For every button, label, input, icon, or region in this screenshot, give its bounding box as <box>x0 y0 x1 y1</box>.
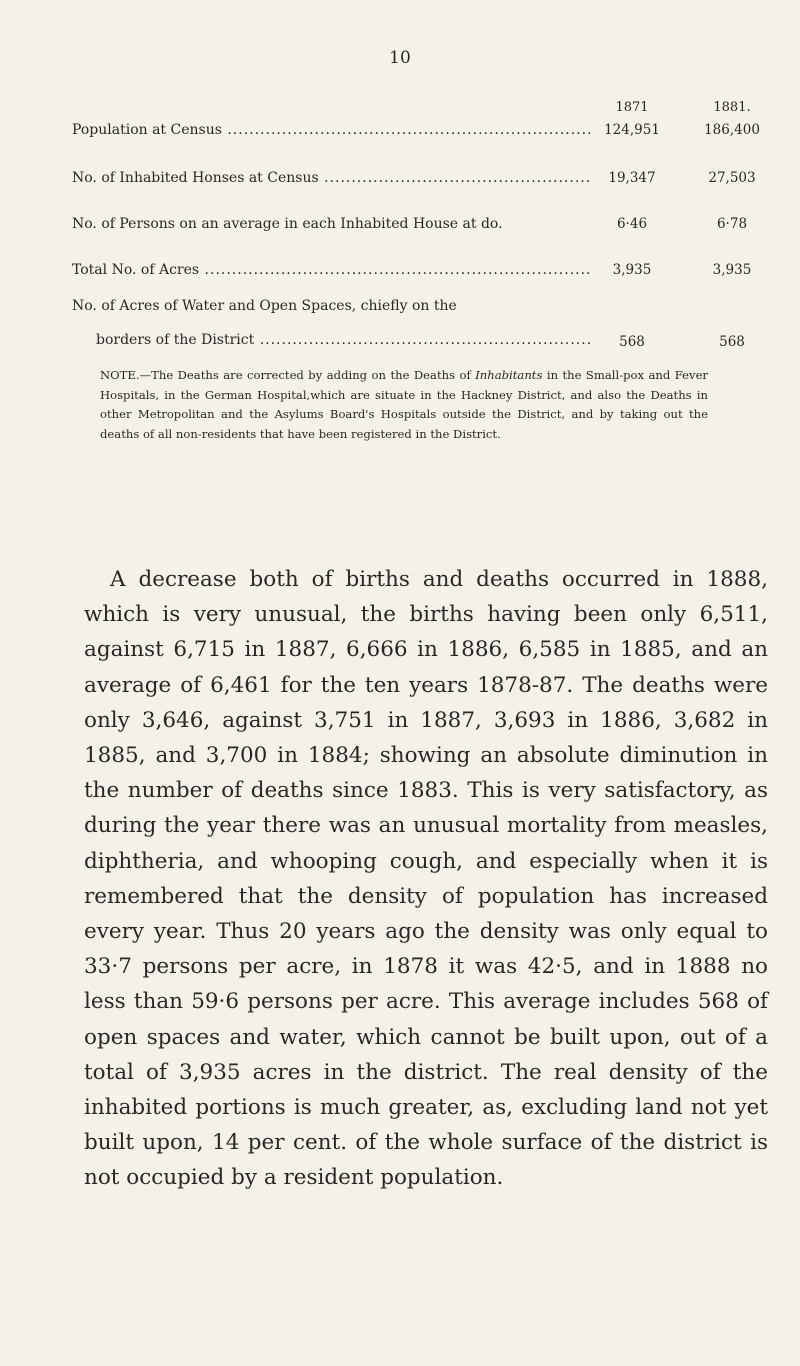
table-column-headers <box>72 100 772 120</box>
table-row-population <box>72 122 772 146</box>
value-1871: 3,935 <box>592 262 672 278</box>
note-text-start: NOTE.—The Deaths are corrected by adding on the Deaths of <box>100 368 476 382</box>
value-1881: 6·78 <box>692 216 772 232</box>
value-1871: 19,347 <box>592 170 672 186</box>
table-row-total-acres <box>72 262 772 286</box>
note-text-end: in the Small-pox and Fever Hospitals, in the German Hospital,which are situate in the Hackney District, and also the Deaths in other Metropolitan and the Asylums Board's Hospitals outside the District, and by taking out the deaths of all non-residents that have been registered in the District. <box>100 368 708 441</box>
value-1871: 6·46 <box>592 216 672 232</box>
page-number: 10 <box>389 48 411 68</box>
table-row-persons-per-house <box>72 216 772 240</box>
deaths-correction-note <box>100 366 708 444</box>
table-row-inhabited-houses <box>72 170 772 194</box>
value-1881: 3,935 <box>692 262 772 278</box>
table-row-open-spaces <box>72 298 772 358</box>
value-1881: 186,400 <box>692 122 772 138</box>
row-label-continuation: borders of the District ..... <box>96 332 592 348</box>
body-paragraph: A decrease both of births and deaths occurred in 1888, which is very unusual, the births having been only 6,511, against 6,715 in 1887, 6,666 in 1886, 6,585 in 1885, and an average of 6,461 for the ten years 1878-87. The deaths were only 3,646, against 3,751 in 1887, 3,693 in 1886, 3,682 in 1885, and 3,700 in 1884; showing an absolute diminution in the number of deaths since 1883. This is very satisfactory, as during the year there was an unusual mortality from measles, diphtheria, and whooping cough, and especially when it is remembered that the density of population has increased every year. Thus 20 years ago the density was only equal to 33·7 persons per acre, in 1878 it was 42·5, and in 1888 no less than 59·6 persons per acre. This average includes 568 of open spaces and water, which cannot be built upon, out of a total of 3,935 acres in the district. The real density of the inhabited portions is much greater, as, excluding land not yet built upon, 14 per cent. of the whole surface of the district is not occupied by a resident population. <box>84 567 768 1191</box>
row-label: Population at Census ..... <box>72 122 592 138</box>
column-header-1871: 1871 <box>615 100 649 115</box>
note-italic-inhabitants: Inhabitants <box>475 368 543 382</box>
row-label: No. of Persons on an average in each Inhabited House at do. <box>72 216 503 232</box>
value-1881: 568 <box>692 334 772 350</box>
body-section <box>84 562 768 1196</box>
value-1871: 124,951 <box>592 122 672 138</box>
row-label: Total No. of Acres ..... <box>72 262 592 278</box>
column-header-1881: 1881. <box>713 100 751 115</box>
row-label: No. of Inhabited Honses at Census ..... <box>72 170 592 186</box>
row-label: No. of Acres of Water and Open Spaces, chiefly on the <box>72 298 457 314</box>
value-1881: 27,503 <box>692 170 772 186</box>
value-1871: 568 <box>592 334 672 350</box>
